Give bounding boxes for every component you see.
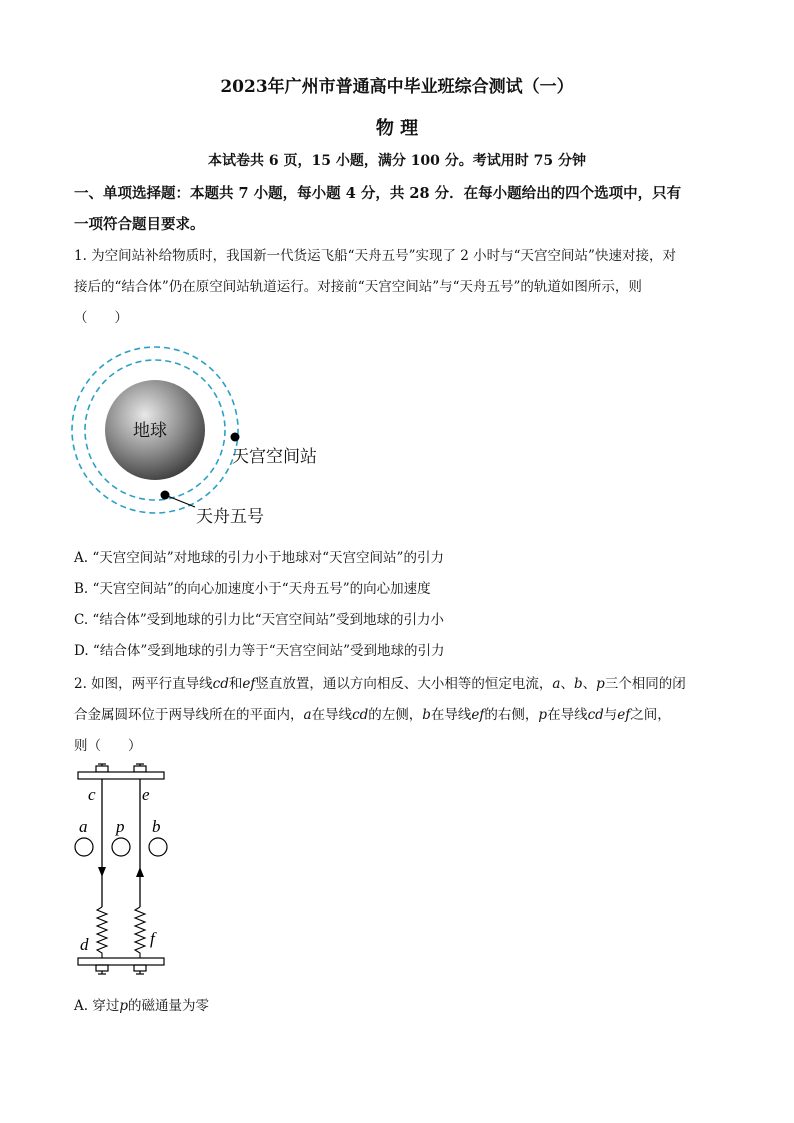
q1-stem-line3: （ ）: [74, 310, 128, 326]
section-heading-line2: 一项符合题目要求。: [74, 216, 205, 233]
station-dot: [231, 433, 240, 442]
q1-stem-line1: 1. 为空间站补给物质时，我国新一代货运飞船“天舟五号”实现了 2 小时与“天宫空间站”快速对接，对: [74, 248, 676, 264]
label-f: f: [150, 929, 155, 948]
label-b: b: [152, 817, 161, 836]
label-c: c: [88, 785, 96, 804]
ring-b: [149, 838, 167, 856]
orbit-diagram: [70, 345, 350, 535]
label-e: e: [142, 785, 150, 804]
q1-option-d: D. “结合体”受到地球的引力等于“天宫空间站”受到地球的引力: [74, 643, 445, 659]
bottom-bar: [78, 958, 164, 965]
q2-stem-line3: 则（ ）: [74, 738, 142, 754]
label-d: d: [80, 935, 89, 954]
exam-info: 本试卷共 6 页，15 小题，满分 100 分。考试用时 75 分钟: [207, 153, 587, 169]
arrow-up: [136, 867, 144, 877]
q2-stem-line1: 2. 如图，两平行直导线cd和ef竖直放置，通以方向相反、大小相等的恒定电流，a、b、p三个相同的闭: [74, 676, 686, 692]
station-label: 天宫空间站: [232, 447, 317, 467]
q2-stem-line2: 合金属圆环位于两导线所在的平面内，a在导线cd的左侧，b在导线ef的右侧，p在导线cd与ef之间，: [74, 707, 671, 723]
arrow-down: [98, 867, 106, 877]
spring-f: [135, 907, 145, 958]
q2-option-a: A. 穿过p的磁通量为零: [74, 998, 209, 1014]
earth-label: 地球: [133, 421, 167, 441]
q1-stem-line2: 接后的“结合体”仍在原空间站轨道运行。对接前“天宫空间站”与“天舟五号”的轨道如图所示，则: [74, 279, 642, 295]
ring-p: [112, 838, 130, 856]
section-heading-line1: 一、单项选择题：本题共 7 小题，每小题 4 分，共 28 分．在每小题给出的四个选项中，只有: [74, 185, 682, 202]
q1-option-a: A. “天宫空间站”对地球的引力小于地球对“天宫空间站”的引力: [74, 550, 444, 566]
q1-option-c: C. “结合体”受到地球的引力比“天宫空间站”受到地球的引力小: [74, 612, 445, 628]
ship-label: 天舟五号: [196, 507, 264, 527]
wire-diagram: [74, 762, 174, 984]
ring-a: [75, 838, 93, 856]
label-p: p: [116, 817, 125, 836]
top-bar: [78, 772, 164, 779]
subject-title: 物 理: [375, 118, 419, 139]
q1-option-b: B. “天宫空间站”的向心加速度小于“天舟五号”的向心加速度: [74, 581, 431, 597]
exam-title: 2023年广州市普通高中毕业班综合测试（一）: [220, 77, 574, 97]
ship-pointer: [165, 495, 195, 507]
spring-d: [97, 907, 107, 958]
label-a: a: [79, 817, 88, 836]
